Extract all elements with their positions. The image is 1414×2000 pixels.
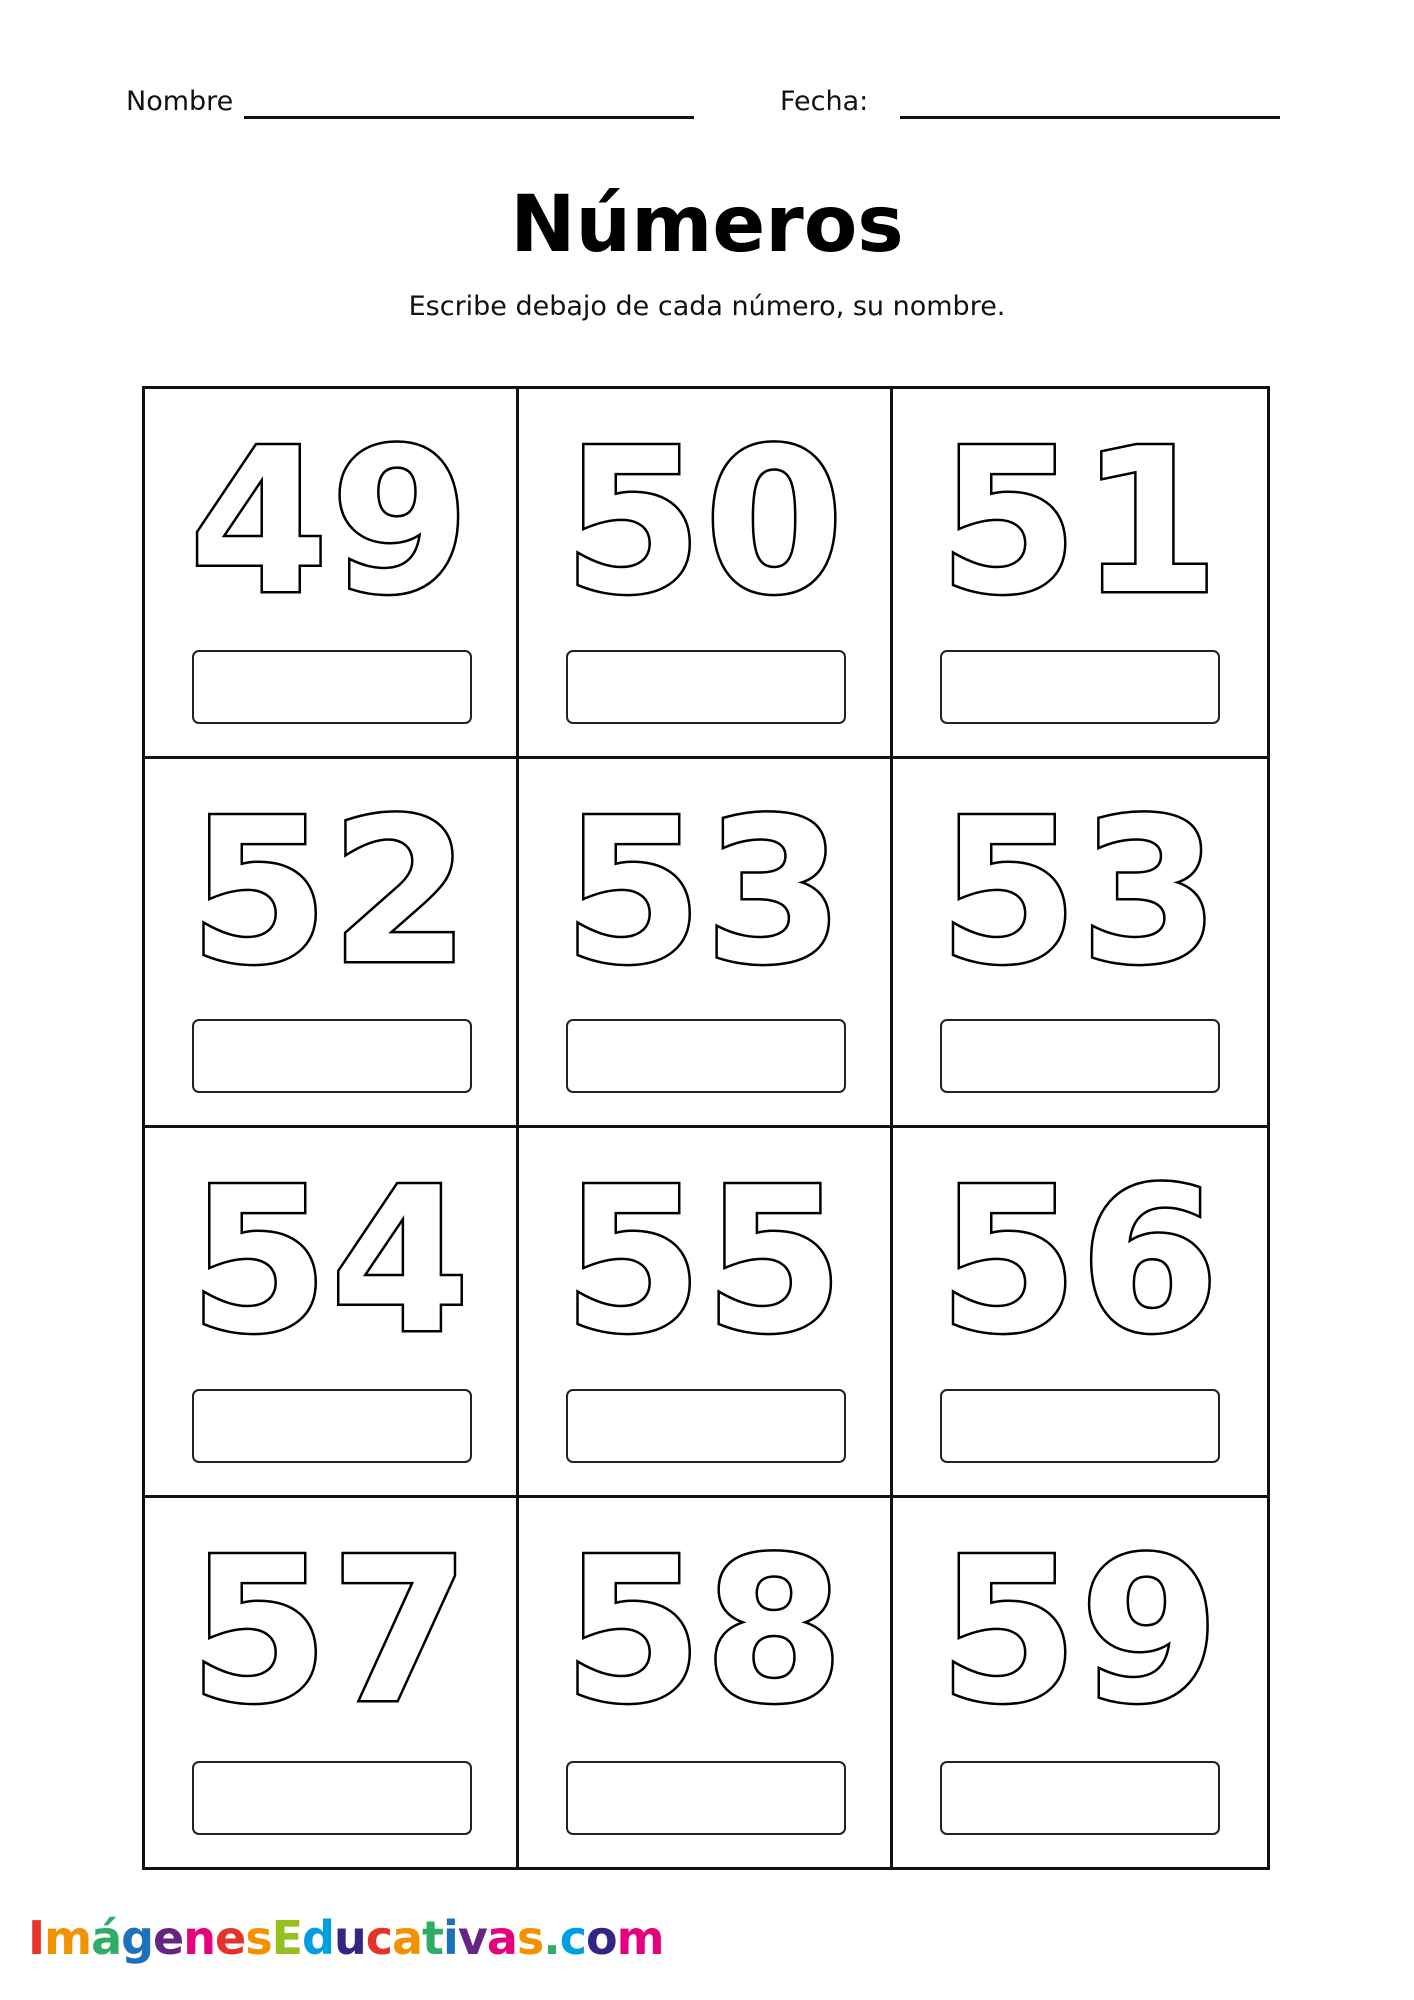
outlined-number: 55 xyxy=(563,1145,846,1378)
footer-letter: I xyxy=(28,1911,45,1965)
outlined-number: 49 xyxy=(189,406,472,639)
footer-letter: a xyxy=(486,1911,517,1965)
footer-letter: d xyxy=(302,1911,334,1965)
footer-letter: e xyxy=(215,1911,246,1965)
footer-letter: v xyxy=(457,1911,487,1965)
answer-box[interactable] xyxy=(940,1389,1220,1463)
footer-letter: . xyxy=(543,1911,560,1965)
answer-box[interactable] xyxy=(940,1761,1220,1835)
outlined-number: 54 xyxy=(189,1145,472,1378)
answer-box[interactable] xyxy=(566,650,846,724)
footer-letter: t xyxy=(422,1911,444,1965)
footer-letter: m xyxy=(616,1911,664,1965)
number-cell xyxy=(893,1128,1267,1498)
footer-brand-logo xyxy=(28,1910,664,1966)
page-title: Números xyxy=(510,180,904,270)
number-cell xyxy=(519,759,893,1129)
name-label: Nombre xyxy=(126,86,234,117)
footer-letter: c xyxy=(559,1911,587,1965)
number-cell xyxy=(893,389,1267,759)
number-cell xyxy=(519,389,893,759)
footer-letter: m xyxy=(44,1911,92,1965)
number-cell xyxy=(519,1498,893,1868)
header-row xyxy=(0,82,1414,122)
number-cell xyxy=(145,759,519,1129)
instruction-text: Escribe debajo de cada número, su nombre. xyxy=(408,291,1006,322)
answer-box[interactable] xyxy=(192,1019,472,1093)
number-cell xyxy=(519,1128,893,1498)
footer-letter: n xyxy=(183,1911,215,1965)
answer-box[interactable] xyxy=(940,650,1220,724)
footer-letter: u xyxy=(333,1911,366,1965)
date-label: Fecha: xyxy=(780,86,869,117)
footer-letter: E xyxy=(271,1911,303,1965)
number-cell xyxy=(145,389,519,759)
numbers-grid xyxy=(142,386,1270,1870)
answer-box[interactable] xyxy=(566,1389,846,1463)
answer-box[interactable] xyxy=(566,1019,846,1093)
answer-box[interactable] xyxy=(192,1761,472,1835)
footer-letter: i xyxy=(443,1911,458,1965)
number-cell xyxy=(145,1128,519,1498)
answer-box[interactable] xyxy=(192,650,472,724)
date-field[interactable] xyxy=(900,116,1280,119)
number-cell xyxy=(145,1498,519,1868)
outlined-number: 56 xyxy=(938,1145,1222,1378)
footer-letter: g xyxy=(121,1911,154,1965)
footer-letter: s xyxy=(245,1911,272,1965)
outlined-number: 53 xyxy=(563,775,846,1009)
footer-letter: e xyxy=(153,1911,184,1965)
number-cell xyxy=(893,759,1267,1129)
outlined-number: 50 xyxy=(563,406,846,639)
footer-letter: s xyxy=(516,1911,544,1965)
name-field[interactable] xyxy=(244,116,694,119)
answer-box[interactable] xyxy=(566,1761,846,1835)
footer-letter: á xyxy=(91,1911,122,1965)
outlined-number: 59 xyxy=(938,1514,1222,1748)
answer-box[interactable] xyxy=(192,1389,472,1463)
footer-letter: c xyxy=(365,1911,392,1965)
outlined-number: 57 xyxy=(189,1514,472,1748)
outlined-number: 51 xyxy=(938,406,1222,639)
number-cell xyxy=(893,1498,1267,1868)
outlined-number: 53 xyxy=(938,775,1222,1009)
footer-letter: o xyxy=(586,1911,617,1965)
footer-letter: a xyxy=(392,1911,423,1965)
answer-box[interactable] xyxy=(940,1019,1220,1093)
outlined-number: 52 xyxy=(189,775,472,1009)
outlined-number: 58 xyxy=(563,1514,846,1748)
